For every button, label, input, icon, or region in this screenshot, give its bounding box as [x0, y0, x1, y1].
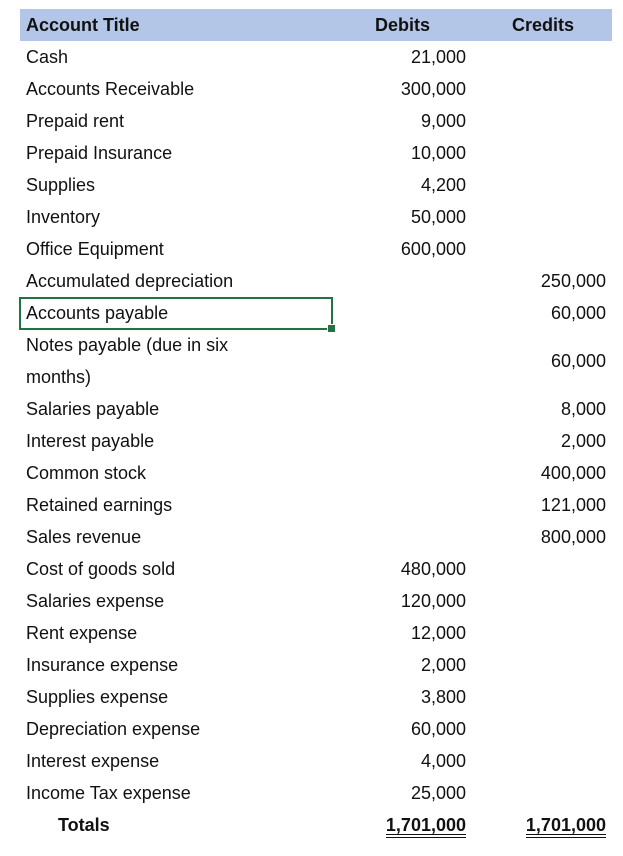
table-row [20, 521, 612, 553]
table-row [20, 169, 612, 201]
credit-cell[interactable]: 8,000 [560, 399, 606, 419]
table-row [20, 201, 612, 233]
account-title-cell[interactable]: Inventory [26, 207, 101, 227]
total-credits-cell[interactable]: 1,701,000 [525, 815, 606, 835]
account-title-cell[interactable]: Common stock [26, 463, 147, 483]
account-title-cell[interactable]: Rent expense [26, 623, 138, 643]
debit-cell[interactable]: 10,000 [410, 143, 466, 163]
account-title-cell[interactable]: Cost of goods sold [26, 559, 176, 579]
header-row [20, 9, 612, 41]
table-row [20, 489, 612, 521]
debit-cell[interactable]: 12,000 [410, 623, 466, 643]
debit-cell[interactable]: 25,000 [410, 783, 466, 803]
total-debits-cell[interactable]: 1,701,000 [385, 815, 466, 835]
table-row [20, 425, 612, 457]
account-title-cell[interactable]: Cash [26, 47, 69, 67]
account-title-cell[interactable]: Salaries expense [26, 591, 165, 611]
account-title-cell[interactable]: Depreciation expense [26, 719, 201, 739]
trial-balance-sheet [20, 9, 612, 841]
table-row [20, 297, 612, 329]
header-account-title[interactable]: Account Title [26, 15, 140, 35]
header-credits[interactable]: Credits [511, 15, 574, 35]
table-row [20, 617, 612, 649]
account-title-cell[interactable]: Interest expense [26, 751, 160, 771]
account-title-cell[interactable]: Prepaid rent [26, 111, 125, 131]
table-row [20, 105, 612, 137]
debit-cell[interactable]: 4,000 [420, 751, 466, 771]
credit-cell[interactable]: 60,000 [550, 303, 606, 323]
table-row [20, 73, 612, 105]
account-title-cell[interactable]: Interest payable [26, 431, 155, 451]
table-row [20, 777, 612, 809]
debit-cell[interactable]: 3,800 [420, 687, 466, 707]
table-row [20, 553, 612, 585]
debit-cell[interactable]: 4,200 [420, 175, 466, 195]
credit-cell[interactable]: 2,000 [560, 431, 606, 451]
account-title-cell[interactable]: Accumulated depreciation [26, 271, 234, 291]
table-row [20, 41, 612, 73]
totals-label[interactable]: Totals [58, 815, 110, 835]
debit-cell[interactable]: 300,000 [400, 79, 466, 99]
account-title-cell-selected[interactable]: Accounts payable [26, 303, 169, 323]
account-title-cell[interactable]: Retained earnings [26, 495, 173, 515]
account-title-cell[interactable]: Sales revenue [26, 527, 142, 547]
table-row [20, 233, 612, 265]
debit-cell[interactable]: 600,000 [400, 239, 466, 259]
table-row [20, 585, 612, 617]
account-title-cell[interactable]: Notes payable (due in six months) [26, 335, 229, 387]
table-row [20, 457, 612, 489]
table-row [20, 329, 612, 393]
debit-cell[interactable]: 50,000 [410, 207, 466, 227]
table-row [20, 649, 612, 681]
debit-cell[interactable]: 21,000 [410, 47, 466, 67]
credit-cell[interactable]: 800,000 [540, 527, 606, 547]
account-title-cell[interactable]: Office Equipment [26, 239, 164, 259]
credit-cell[interactable]: 121,000 [540, 495, 606, 515]
debit-cell[interactable]: 60,000 [410, 719, 466, 739]
credit-cell[interactable]: 400,000 [540, 463, 606, 483]
account-title-cell[interactable]: Supplies [26, 175, 96, 195]
table-row [20, 265, 612, 297]
debit-cell[interactable]: 120,000 [400, 591, 466, 611]
table-row [20, 713, 612, 745]
account-title-cell[interactable]: Salaries payable [26, 399, 160, 419]
account-title-cell[interactable]: Income Tax expense [26, 783, 191, 803]
header-debits[interactable]: Debits [374, 15, 430, 35]
account-title-cell[interactable]: Accounts Receivable [26, 79, 195, 99]
table-row [20, 393, 612, 425]
table-row [20, 745, 612, 777]
totals-row [20, 809, 612, 841]
debit-cell[interactable]: 480,000 [400, 559, 466, 579]
debit-cell[interactable]: 9,000 [420, 111, 466, 131]
table-row [20, 137, 612, 169]
account-title-cell[interactable]: Prepaid Insurance [26, 143, 173, 163]
account-title-cell[interactable]: Supplies expense [26, 687, 169, 707]
table-row [20, 681, 612, 713]
account-title-cell[interactable]: Insurance expense [26, 655, 179, 675]
credit-cell[interactable]: 60,000 [550, 351, 606, 371]
credit-cell[interactable]: 250,000 [540, 271, 606, 291]
debit-cell[interactable]: 2,000 [420, 655, 466, 675]
